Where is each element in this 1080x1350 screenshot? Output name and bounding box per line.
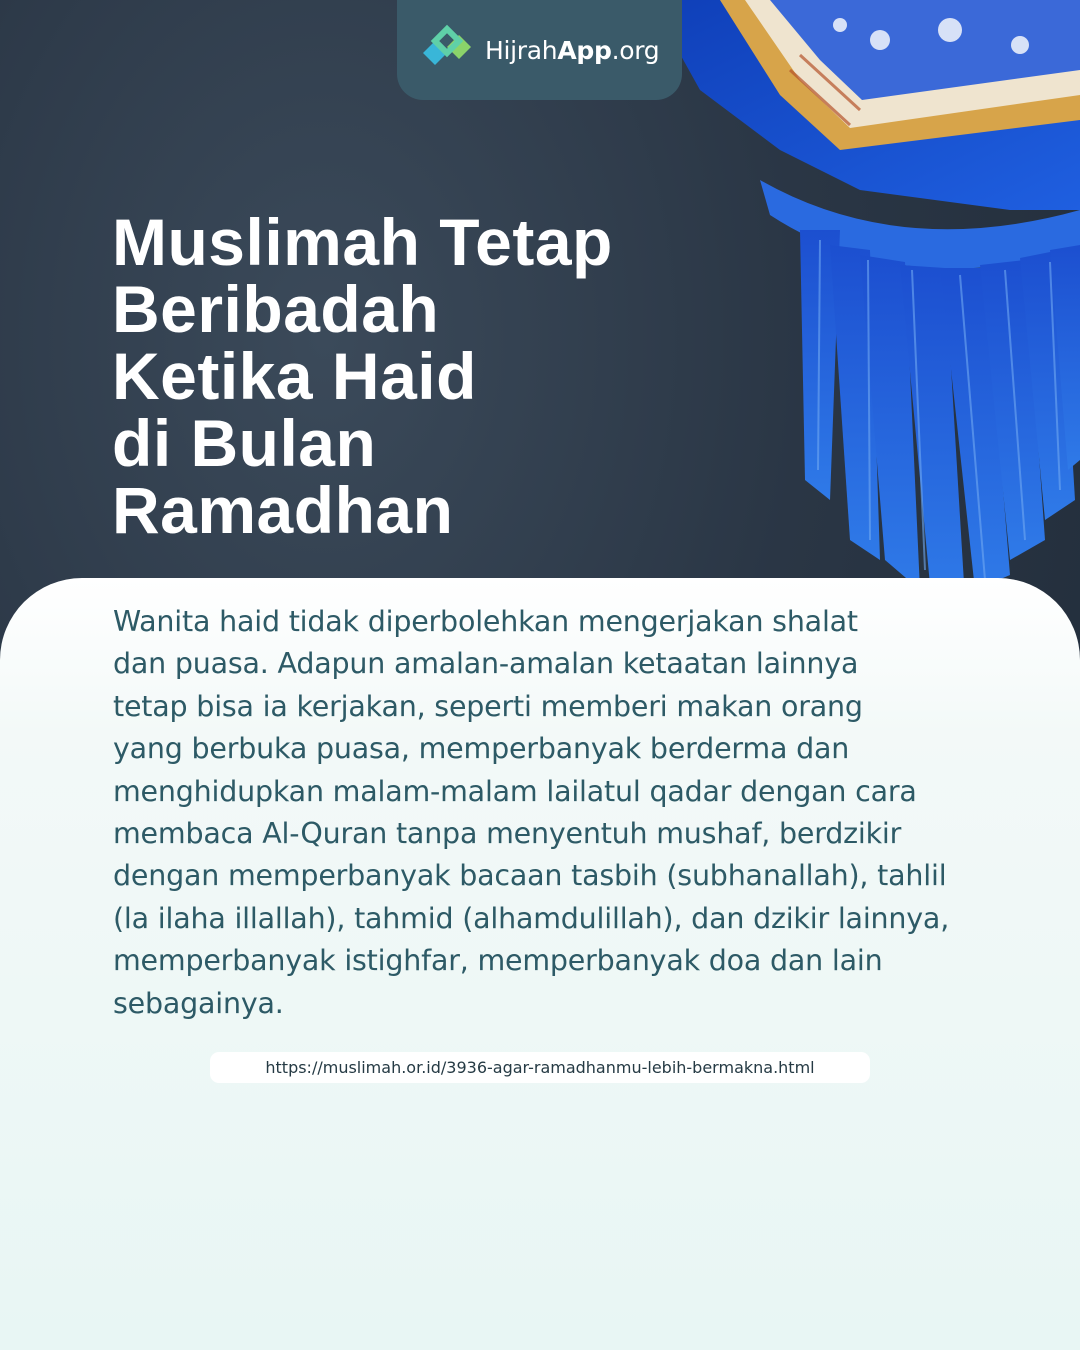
hijrahapp-logo-icon xyxy=(419,19,475,81)
brand-name-part1: Hijrah xyxy=(485,35,558,65)
body-line: menghidupkan malam-malam lailatul qadar dengan cara xyxy=(113,774,917,808)
title-line: di Bulan xyxy=(112,406,377,481)
body-line: sebagainya. xyxy=(113,986,284,1020)
title-line: Beribadah xyxy=(112,272,440,347)
body-line: membaca Al-Quran tanpa menyentuh mushaf, berdzikir xyxy=(113,817,902,851)
body-line: memperbanyak istighfar, memperbanyak doa dan lain xyxy=(113,944,883,978)
post-title xyxy=(112,205,672,548)
brand-logo xyxy=(397,0,682,100)
brand-name-part3: .org xyxy=(611,35,660,65)
source-link[interactable]: https://muslimah.or.id/3936-agar-ramadhanmu-lebih-bermakna.html xyxy=(210,1052,870,1083)
body-line: (la ilaha illallah), tahmid (alhamdulillah), dan dzikir lainnya, xyxy=(113,901,950,935)
title-line: Ketika Haid xyxy=(112,339,477,414)
brand-name-part2: App xyxy=(557,35,612,65)
title-line: Muslimah Tetap xyxy=(112,205,613,280)
brand-name xyxy=(485,36,659,65)
body-paragraph xyxy=(113,601,993,1025)
body-line: tetap bisa ia kerjakan, seperti memberi makan orang xyxy=(113,689,863,723)
body-line: yang berbuka puasa, memperbanyak berderma dan xyxy=(113,732,850,766)
body-line: dan puasa. Adapun amalan-amalan ketaatan lainnya xyxy=(113,647,859,681)
body-line: dengan memperbanyak bacaan tasbih (subhanallah), tahlil xyxy=(113,859,947,893)
title-line: Ramadhan xyxy=(112,473,454,548)
body-line: Wanita haid tidak diperbolehkan mengerjakan shalat xyxy=(113,605,858,638)
